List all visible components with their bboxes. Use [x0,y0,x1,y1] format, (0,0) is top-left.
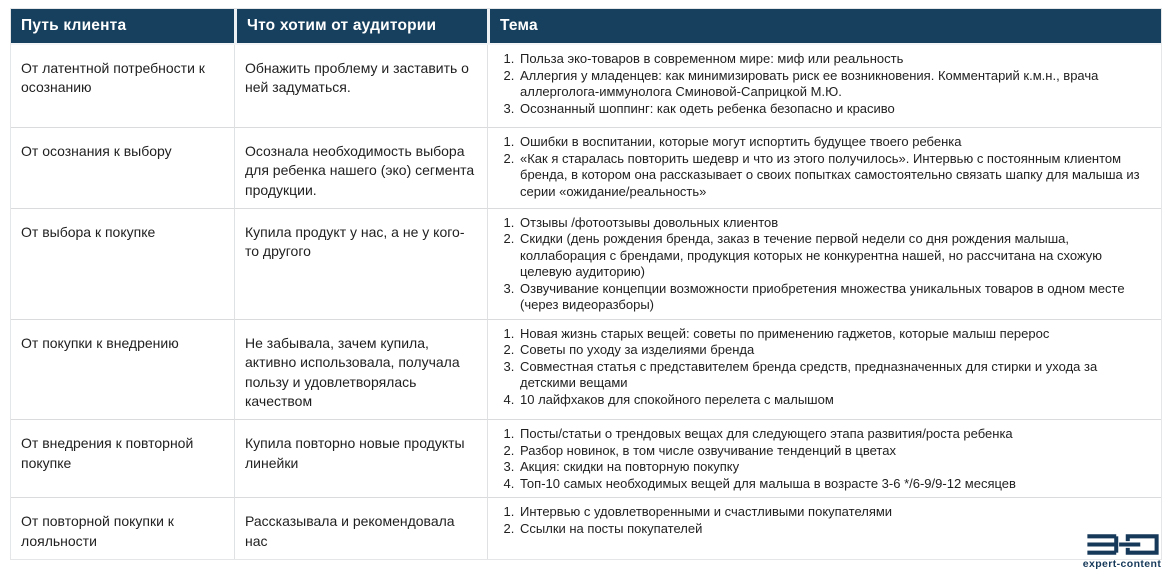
topic-item: 1. Посты/статьи о трендовых вещах для следующего этапа развития/роста ребенка [518,426,1153,443]
topic-item: 2. Аллергия у младенцев: как минимизировать риск ее возникновения. Комментарий к.м.н., врача аллерголога-иммунолога Сминовой-Саприцкой М.Ю. [518,68,1153,101]
topic-item: 4. Топ-10 самых необходимых вещей для малыша в возрасте 3-6 */6-9/9-12 месяцев [518,476,1153,493]
header-customer-path: Путь клиента [11,9,234,45]
topic-item: 1. Интервью с удовлетворенными и счастливыми покупателями [518,504,1153,521]
cell-topics [487,208,1161,319]
topic-item: 1. Польза эко-товаров в современном мире: миф или реальность [518,51,1153,68]
expert-content-logo [1082,532,1162,570]
topics-list [488,51,1153,117]
table-row [11,127,1161,208]
cell-audience-goal: Купила продукт у нас, а не у кого-то другого [234,208,487,319]
topic-item: 2. «Как я старалась повторить шедевр и что из этого получилось». Интервью с постоянным клиентом бренда, в котором она рассказывает о своих попытках самостоятельно связать шапку для малыша из серии «ожидание/реальность» [518,151,1153,201]
table-row [11,497,1161,559]
topic-item: 2. Советы по уходу за изделиями бренда [518,342,1153,359]
table-row [11,319,1161,419]
topic-item: 3. Осознанный шоппинг: как одеть ребенка безопасно и красиво [518,101,1153,118]
chain-link-logo-icon [1084,532,1160,557]
topics-list [488,504,1153,537]
topic-item: 4. 10 лайфхаков для спокойного перелета с малышом [518,392,1153,409]
topic-item: 1. Новая жизнь старых вещей: советы по применению гаджетов, которые малыш перерос [518,326,1153,343]
cell-customer-path: От выбора к покупке [11,208,234,319]
logo-text: expert-content [1082,558,1162,570]
cell-audience-goal: Осознала необходимость выбора для ребенка нашего (эко) сегмента продукции. [234,127,487,208]
topic-item: 2. Ссылки на посты покупателей [518,521,1153,538]
content-strategy-table-wrap [10,8,1160,560]
cell-customer-path: От латентной потребности к осознанию [11,45,234,127]
topic-item: 3. Озвучивание концепции возможности приобретения множества уникальных товаров в одном месте (через видеоразборы) [518,281,1153,314]
table-row [11,419,1161,497]
topics-list [488,326,1153,409]
topic-item: 1. Ошибки в воспитании, которые могут испортить будущее твоего ребенка [518,134,1153,151]
table-row [11,45,1161,127]
cell-audience-goal: Купила повторно новые продукты линейки [234,419,487,497]
topic-item: 2. Разбор новинок, в том числе озвучивание тенденций в цветах [518,443,1153,460]
header-audience-goal: Что хотим от аудитории [234,9,487,45]
cell-topics [487,497,1161,559]
table-row [11,208,1161,319]
cell-customer-path: От осознания к выбору [11,127,234,208]
table-body [11,45,1161,559]
content-strategy-table [10,8,1162,560]
cell-customer-path: От повторной покупки к лояльности [11,497,234,559]
topic-item: 1. Отзывы /фотоотзывы довольных клиентов [518,215,1153,232]
topic-item: 3. Акция: скидки на повторную покупку [518,459,1153,476]
header-topic: Тема [487,9,1161,45]
header-row [11,9,1161,45]
cell-topics [487,127,1161,208]
cell-topics [487,45,1161,127]
cell-audience-goal: Обнажить проблему и заставить о ней задуматься. [234,45,487,127]
topics-list [488,215,1153,314]
cell-topics [487,419,1161,497]
topic-item: 3. Совместная статья с представителем бренда средств, предназначенных для стирки и ухода за детскими вещами [518,359,1153,392]
topic-item: 2. Скидки (день рождения бренда, заказ в течение первой недели со дня рождения малыша, коллаборация с брендами, продукция которых не конкурентна нашей, но рассчитана на схожую целевую аудиторию) [518,231,1153,281]
cell-audience-goal: Рассказывала и рекомендовала нас [234,497,487,559]
topics-list [488,134,1153,200]
cell-customer-path: От покупки к внедрению [11,319,234,419]
cell-customer-path: От внедрения к повторной покупке [11,419,234,497]
topics-list [488,426,1153,492]
cell-audience-goal: Не забывала, зачем купила, активно использовала, получала пользу и удовлетворялась качеством [234,319,487,419]
cell-topics [487,319,1161,419]
